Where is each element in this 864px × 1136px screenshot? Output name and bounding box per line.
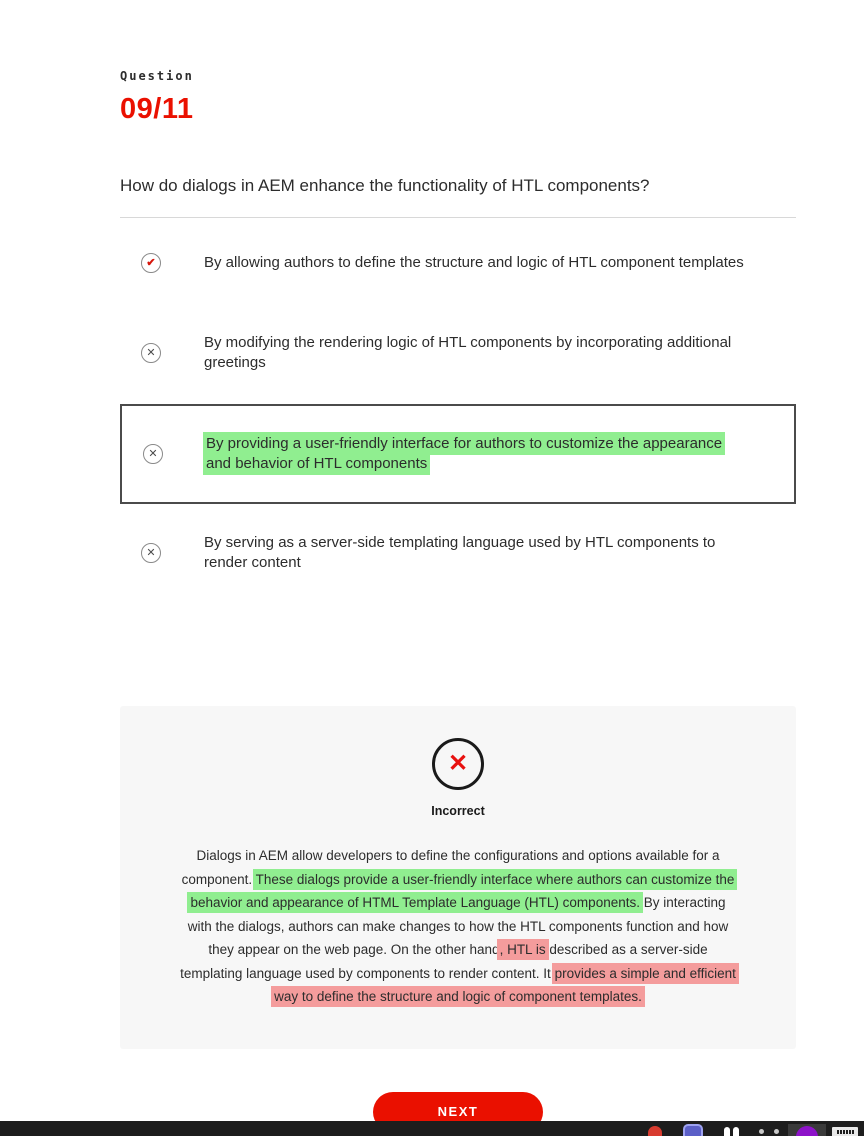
option-4-label: By serving as a server-side templating language used by HTL components to render content (204, 534, 716, 571)
x-circle-icon: ✕ (141, 343, 161, 363)
explanation-text (178, 844, 738, 1009)
incorrect-x-circle-icon (432, 738, 484, 790)
keyboard-icon[interactable] (826, 1124, 864, 1136)
green-highlight: These dialogs provide a user-friendly interface where authors can customize the behavior and appearance of HTML Template Language (HTL) components. (190, 871, 735, 910)
question-progress: 09/11 (120, 93, 194, 125)
option-3-selected[interactable] (120, 404, 796, 504)
question-label: Question (120, 69, 194, 83)
option-1-icon-cell (120, 253, 204, 273)
next-button[interactable]: NEXT (373, 1092, 543, 1132)
people-icon[interactable] (712, 1124, 750, 1136)
quiz-page (120, 69, 796, 1132)
option-1-label: By allowing authors to define the structure and logic of HTL component templates (204, 254, 744, 271)
question-text: How do dialogs in AEM enhance the functionality of HTL components? (120, 176, 650, 195)
x-circle-icon: ✕ (141, 543, 161, 563)
option-4[interactable] (120, 508, 796, 598)
x-icon: ✕ (447, 750, 469, 777)
taskbar[interactable] (0, 1121, 864, 1136)
option-2[interactable] (120, 308, 796, 398)
taskbar-icons (636, 1124, 864, 1136)
option-4-icon-cell (120, 543, 204, 563)
option-3-icon-cell (122, 444, 206, 464)
explanation-segment: described as a server-side templating language used by components to render content. It (180, 942, 708, 981)
options-list (120, 218, 796, 598)
blue-window-icon[interactable] (674, 1124, 712, 1136)
option-2-label: By modifying the rendering logic of HTL components by incorporating additional greetings (204, 334, 732, 371)
check-circle-icon: ✔ (141, 253, 161, 273)
option-1[interactable] (120, 218, 796, 308)
red-highlight: , HTL is (499, 942, 546, 957)
purple-circle-icon[interactable] (788, 1124, 826, 1136)
dots-icon[interactable] (750, 1124, 788, 1136)
option-2-icon-cell (120, 343, 204, 363)
explanation-segment: By interacting with the dialogs, authors can make changes to how the HTL components function and how they appear on the web page. On the other hand (187, 895, 729, 957)
explanation-segment: Dialogs in AEM allow developers to define the configurations and options available for a component. (181, 848, 720, 887)
verdict-label: Incorrect (431, 804, 485, 818)
feedback-panel (120, 706, 796, 1049)
red-dot-icon[interactable] (636, 1124, 674, 1136)
option-3-label (206, 434, 751, 474)
x-circle-icon: ✕ (143, 444, 163, 464)
red-highlight: provides a simple and efficient way to define the structure and logic of component templates. (274, 965, 736, 1004)
green-highlight: By providing a user-friendly interface for authors to customize the appearance and behavior of HTL components (206, 435, 723, 472)
